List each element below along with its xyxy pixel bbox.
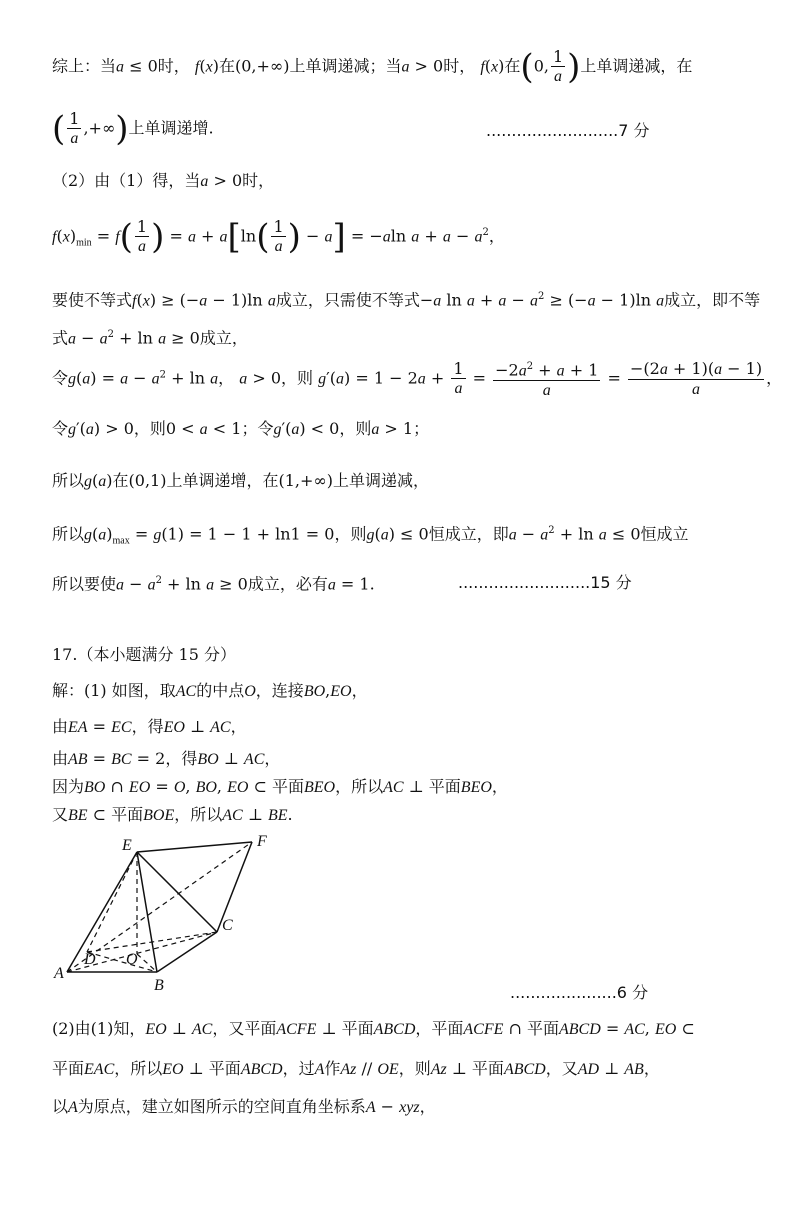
- requirement-line-1: 要使不等式f(x) ≥ (−a − 1)ln a成立，只需使不等式−a $\ln a + a - a^2 \ge (-a - 1)\ln$ a成立，即不等: [52, 290, 761, 310]
- requirement-line-2: 式$a - a^2 + \ln a \ge 0$成立，: [52, 328, 248, 348]
- q17-line-5: 又BE ⊂ 平面BOE，所以AC ⊥ BE.: [52, 805, 293, 824]
- score-7: ..........................7 分: [486, 121, 650, 140]
- score-15: ..........................15 分: [458, 573, 632, 592]
- q17-line-2: 由EA = EC，得EO ⊥ AC，: [52, 717, 247, 736]
- q17-line-1: 解：(1) 如图，取AC的中点O，连接BO,EO，: [52, 681, 368, 700]
- g-max: 所以$g(a)_{max} = g(1) = 1 - 1 + \ln 1 = 0$，则g(a) ≤ 0恒成立，即$a - a^2 + \ln a \le 0$恒成立: [52, 524, 689, 547]
- g-definition: 令$g(a) = a - a^2 + \ln a$， a > 0，则 g′(a) = 1 − 2a + $\frac{1}{a}$ = $\frac{-2a^2 + a + 1}{a}$ = $\frac{-(2a + 1)(a - 1)}{a}$ ，: [52, 358, 783, 400]
- label-D: D: [84, 951, 96, 968]
- q17-line-3: 由AB = BC = 2，得BO ⊥ AC，: [52, 749, 281, 768]
- label-B: B: [154, 977, 164, 994]
- summary-line-2: ( $\frac{1}{a}$ ,+∞)上单调递增.: [52, 109, 214, 149]
- label-C: C: [222, 917, 233, 934]
- q17-part2-line-2: 平面EAC，所以EO ⊥ 平面ABCD，过A作Az // OE，则Az ⊥ 平面ABCD，又AD ⊥ AB，: [52, 1059, 660, 1078]
- monotonicity: 所以g(a)在(0,1)上单调递增，在(1,+∞)上单调递减，: [52, 471, 429, 490]
- part2-head: （2）由（1）得，当a > 0时，: [52, 171, 275, 190]
- edge-EF: [137, 842, 252, 852]
- score-6: .....................6 分: [510, 983, 649, 1002]
- label-A: A: [54, 965, 64, 982]
- q17-title: 17.（本小题满分 15 分）: [52, 645, 236, 664]
- conclusion: 所以要使$a - a^2 + \ln a \ge 0$成立，必有a = 1.: [52, 574, 375, 594]
- fmin-formula: $f(x)_{min} = f$( $\frac{1}{a}$ ) = a + a[ln( $\frac{1}{a}$ ) − a] = −aln $a + a - a^2$，: [52, 217, 505, 257]
- label-O: O: [126, 951, 138, 968]
- edge-BC: [157, 932, 217, 972]
- q17-part2-line-1: (2)由(1)知，EO ⊥ AC，又平面ACFE ⊥ 平面ABCD，平面ACFE ∩ 平面ABCD = AC, EO ⊂: [52, 1019, 695, 1038]
- edge-ED: [87, 852, 137, 952]
- label-F: F: [257, 833, 267, 850]
- geometry-figure: [52, 832, 292, 997]
- label-E: E: [122, 837, 132, 854]
- q17-line-4: 因为BO ∩ EO = O, BO, EO ⊂ 平面BEO，所以AC ⊥ 平面BEO，: [52, 777, 508, 796]
- q17-part2-line-3: 以A为原点，建立如图所示的空间直角坐标系A − xyz，: [52, 1097, 436, 1116]
- summary-line-1: 综上：当a ≤ 0时， f(x)在(0,+∞)上单调递减；当a > 0时， f(x)在(0, $\frac{1}{a}$ )上单调递减，在: [52, 47, 693, 87]
- derivative-sign: 令g′(a) > 0，则0 < a < 1；令g′(a) < 0，则a > 1；: [52, 419, 430, 438]
- edge-DC: [87, 932, 217, 952]
